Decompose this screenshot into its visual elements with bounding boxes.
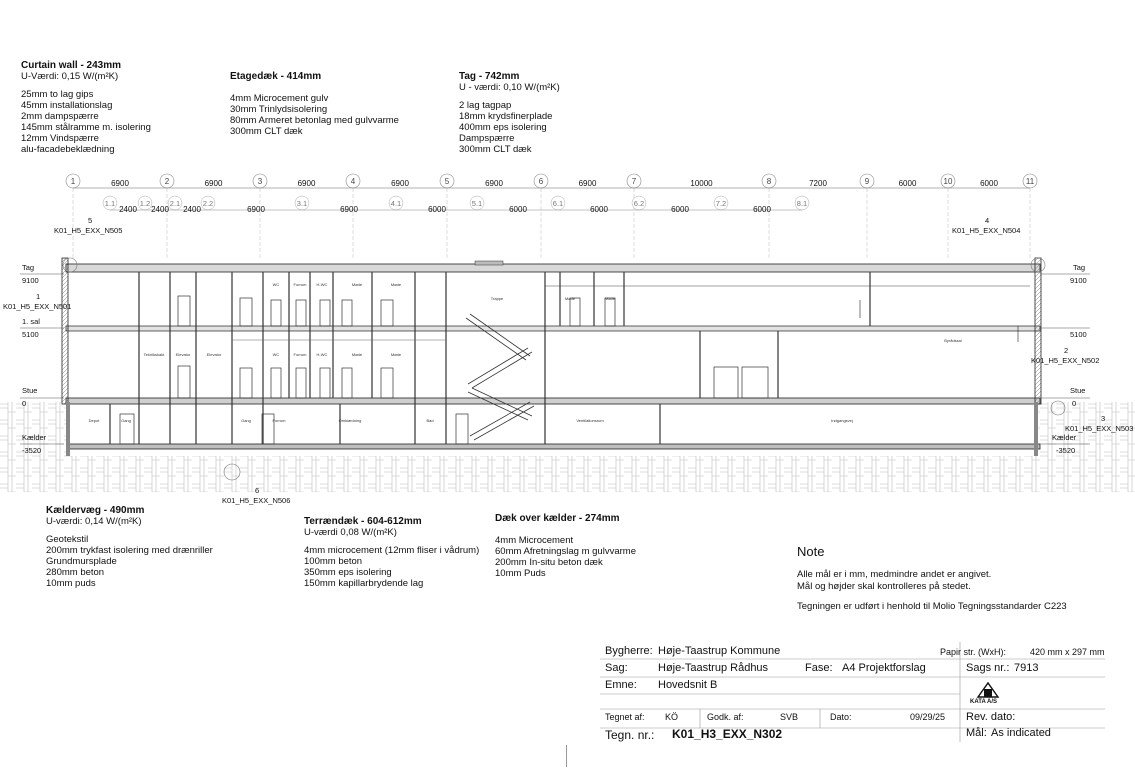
spec-terraendaek [304, 516, 479, 589]
grid-label: 9 [864, 177, 870, 186]
level-tag-value-left: 9100 [22, 276, 39, 285]
svg-text:Møde: Møde [390, 352, 402, 357]
level-tag-name-right: Tag [1073, 263, 1086, 272]
spec-title: Tag - 742mm [459, 71, 520, 82]
svg-text:Indgangsvej: Indgangsvej [831, 418, 853, 423]
spec-layer: Dampspærre [459, 133, 515, 144]
spec-layer: 12mm Vindspærre [21, 133, 99, 144]
tb-papir-label: Papir str. (WxH): [940, 647, 1007, 657]
grid-main [66, 174, 1037, 260]
level-stue-name-right: Stue [1070, 386, 1086, 395]
spec-layer: 280mm beton [46, 567, 105, 578]
spec-layer: 150mm kapillarbrydende lag [304, 578, 424, 589]
svg-text:Bad: Bad [426, 418, 434, 423]
grid-dimension: 6900 [204, 179, 223, 188]
spec-u-value: U - værdi: 0,10 W/(m²K) [459, 82, 560, 93]
svg-text:H-WC: H-WC [316, 352, 328, 357]
ref-2-num: 2 [1064, 346, 1069, 355]
grid-sub-label: 1.2 [139, 199, 151, 208]
grid-sub-label: 6.2 [633, 199, 645, 208]
spec-layer: 10mm puds [46, 578, 96, 589]
tb-revdato-label: Rev. dato: [966, 711, 1016, 723]
spec-layer: 145mm stålramme m. isolering [21, 122, 151, 133]
level-kaelder-name-right: Kælder [1052, 433, 1077, 442]
grid-sub-dimension: 6000 [509, 205, 527, 214]
svg-text:Møde: Møde [351, 282, 363, 287]
grid-dimension: 6900 [578, 179, 597, 188]
spec-layer: 45mm installationslag [21, 100, 113, 111]
grid-dimension: 6900 [391, 179, 409, 188]
grid-sub-label: 6.1 [552, 199, 564, 208]
tb-tegnnr: K01_H3_EXX_N302 [672, 727, 783, 741]
spec-layer: 300mm CLT dæk [459, 144, 532, 155]
tb-papir: 420 mm x 297 mm [1030, 647, 1105, 657]
grid-sub-label: 1.1 [104, 199, 116, 208]
floor-slab-1 [66, 326, 1040, 331]
basement-slab [68, 444, 1040, 449]
grid-dimension: 6000 [898, 179, 917, 188]
svg-text:Depot: Depot [88, 418, 100, 423]
spec-layer: 80mm Armeret betonlag med gulvvarme [230, 115, 399, 126]
grid-sub-dimension: 2400 [183, 205, 201, 214]
spec-layer: 2 lag tagpap [459, 100, 512, 111]
spec-curtain-wall [21, 60, 151, 155]
spec-layer: 4mm microcement (12mm fliser i vådrum) [304, 545, 480, 556]
grid-sub-dimension: 6000 [753, 205, 771, 214]
level-sal-value-right: 5100 [1070, 330, 1087, 339]
svg-text:Møde: Møde [564, 296, 576, 301]
grid-dimension: 10000 [690, 179, 713, 188]
level-kaelder-value-left: -3520 [22, 446, 42, 455]
grid-label: 4 [350, 177, 356, 186]
tb-tegnet-label: Tegnet af: [605, 712, 645, 722]
spec-layer: 100mm beton [304, 556, 363, 567]
tb-emne-label: Emne: [605, 679, 637, 691]
ref-4-code: K01_H5_EXX_N504 [952, 226, 1021, 235]
note-standard: Tegningen er udført i henhold til Molio Tegningsstandarder C223 [797, 601, 1067, 612]
tb-dato: 09/29/25 [910, 712, 946, 722]
grid-dimension: 7200 [809, 179, 827, 188]
level-kaelder-name-left: Kælder [22, 433, 47, 442]
svg-text:Elevator: Elevator [206, 352, 222, 357]
spec-layer: 30mm Trinlydsisolering [230, 104, 328, 115]
note-line: Mål og højder skal kontrolleres på stedet. [797, 581, 971, 592]
spec-title: Curtain wall - 243mm [21, 60, 122, 71]
tb-sagsnr: 7913 [1014, 662, 1039, 674]
basement-wall-left [66, 402, 70, 456]
section-drawing [0, 168, 1135, 510]
roof-parapet [475, 261, 503, 265]
tb-godk-label: Godk. af: [707, 712, 744, 722]
grid-label: 10 [943, 177, 953, 186]
grid-sub-dimension: 2400 [119, 205, 137, 214]
note-line: Alle mål er i mm, medmindre andet er angivet. [797, 569, 992, 580]
grid-sub-dimension: 6000 [428, 205, 446, 214]
company-name: KATA A/S [970, 699, 997, 705]
grid-sub [103, 196, 809, 214]
tb-fase-label: Fase: [805, 662, 833, 674]
tb-maal: As indicated [991, 727, 1051, 739]
tb-fase: A4 Projektforslag [842, 662, 926, 674]
grid-sub-label: 4.1 [390, 199, 402, 208]
ref-3-num: 3 [1101, 414, 1106, 423]
svg-text:Møde: Møde [604, 296, 616, 301]
spec-layer: 400mm eps isolering [459, 122, 547, 133]
svg-text:Møde: Møde [351, 352, 363, 357]
svg-text:H-WC: H-WC [316, 282, 328, 287]
company-logo-icon [975, 679, 1001, 699]
level-stue-name-left: Stue [22, 386, 38, 395]
spec-layer: 4mm Microcement gulv [230, 93, 329, 104]
level-sal-value-left: 5100 [22, 330, 39, 339]
grid-dimension: 6900 [111, 179, 129, 188]
spec-title: Terrændæk - 604-612mm [304, 516, 422, 527]
svg-text:Teknikskakt: Teknikskakt [143, 352, 165, 357]
svg-text:Forrum: Forrum [272, 418, 286, 423]
tb-bygherre-label: Bygherre: [605, 645, 653, 657]
svg-text:WC: WC [272, 352, 280, 357]
basement-wall-right [1034, 402, 1038, 456]
grid-label: 6 [538, 177, 544, 186]
spec-layer: 200mm In-situ beton dæk [495, 557, 603, 568]
spec-layer: 200mm trykfast isolering med drænriller [46, 545, 213, 556]
ref-6-num: 6 [255, 486, 260, 495]
ref-3-code: K01_H5_EXX_N503 [1065, 424, 1134, 433]
spec-title: Kældervæg - 490mm [46, 505, 145, 516]
roof-slab [66, 264, 1040, 272]
grid-sub-label: 7.2 [715, 199, 727, 208]
spec-title: Etagedæk - 414mm [230, 71, 322, 82]
tb-sag: Høje-Taastrup Rådhus [658, 662, 769, 674]
facade-left [62, 258, 68, 404]
note-title: Note [797, 544, 825, 559]
grid-label: 3 [257, 177, 263, 186]
svg-text:Forrum: Forrum [293, 352, 307, 357]
title-block [600, 642, 1105, 742]
spec-layer: 10mm Puds [495, 568, 546, 579]
ref-4-num: 4 [985, 216, 990, 225]
tb-emne: Hovedsnit B [658, 679, 718, 691]
tb-sag-label: Sag: [605, 662, 628, 674]
level-tag-value-right: 9100 [1070, 276, 1087, 285]
spec-layer: alu-facadebeklædning [21, 144, 115, 155]
tb-sagsnr-label: Sags nr.: [966, 662, 1010, 674]
svg-text:Ventilationsrum: Ventilationsrum [576, 418, 604, 423]
svg-text:Møde: Møde [390, 282, 402, 287]
spec-layer: Geotekstil [46, 534, 89, 545]
grid-sub-dimension: 6000 [590, 205, 608, 214]
ref-5-num: 5 [88, 216, 93, 225]
spec-u-value: U-Værdi: 0,15 W/(m²K) [21, 71, 119, 82]
grid-label: 8 [766, 177, 772, 186]
tb-bygherre: Høje-Taastrup Kommune [658, 645, 781, 657]
spec-u-value: U-værdi: 0,14 W/(m²K) [46, 516, 142, 527]
sheet-divider [566, 745, 567, 767]
grid-label: 2 [164, 177, 170, 186]
spec-layer: 18mm krydsfinerplade [459, 111, 553, 122]
spec-layer: 2mm dampspærre [21, 111, 99, 122]
tb-dato-label: Dato: [830, 712, 852, 722]
grid-sub-label: 5.1 [471, 199, 483, 208]
ground-floor-slab [66, 398, 1040, 404]
spec-etagedaek [230, 71, 399, 137]
grid-sub-dimension: 2400 [151, 205, 169, 214]
level-tag-name-left: Tag [22, 263, 35, 272]
ref-5-code: K01_H5_EXX_N505 [54, 226, 123, 235]
grid-sub-label: 2.2 [202, 199, 214, 208]
svg-text:Byrådssal: Byrådssal [944, 338, 962, 343]
svg-text:Gang: Gang [121, 418, 131, 423]
spec-tag [459, 71, 560, 155]
grid-label: 5 [444, 177, 450, 186]
spec-layer: 4mm Microcement [495, 535, 574, 546]
svg-text:Gang: Gang [241, 418, 251, 423]
tb-tegnnr-label: Tegn. nr.: [605, 728, 655, 742]
spec-layer: 350mm eps isolering [304, 567, 392, 578]
spec-layer: 300mm CLT dæk [230, 126, 303, 137]
level-stue-value-left: 0 [22, 399, 27, 408]
level-sal-name-left: 1. sal [22, 317, 40, 326]
spec-layer: 25mm to lag gips [21, 89, 94, 100]
level-kaelder-value-right: -3520 [1056, 446, 1076, 455]
ref-2-code: K01_H5_EXX_N502 [1031, 356, 1100, 365]
svg-text:Elevator: Elevator [175, 352, 191, 357]
grid-sub-dimension: 6900 [247, 205, 265, 214]
ref-1-num: 1 [36, 292, 41, 301]
dim-markers [860, 300, 1018, 342]
spec-u-value: U-værdi 0,08 W/(m²K) [304, 527, 397, 538]
tb-tegnet: KÖ [665, 712, 679, 722]
ref-1-code: K01_H5_EXX_N501 [3, 302, 72, 311]
spec-title: Dæk over kælder - 274mm [495, 513, 620, 524]
grid-sub-label: 8.1 [796, 199, 808, 208]
grid-label: 1 [70, 177, 76, 186]
facade-right [1035, 258, 1041, 404]
grid-sub-label: 3.1 [296, 199, 308, 208]
grid-sub-dimension: 6000 [671, 205, 689, 214]
grid-dimension: 6000 [980, 179, 998, 188]
grid-sub-dimension: 6900 [340, 205, 358, 214]
ref-6-code: K01_H5_EXX_N506 [222, 496, 291, 505]
grid-label: 11 [1025, 177, 1035, 186]
svg-text:Forrum: Forrum [293, 282, 307, 287]
grid-dimension: 6900 [297, 179, 316, 188]
svg-text:WC: WC [272, 282, 280, 287]
spec-daek-over-kaelder [495, 513, 636, 579]
note-block [797, 544, 1067, 613]
grid-sub-label: 2.1 [169, 199, 181, 208]
spec-layer: 60mm Afretningslag m gulvvarme [495, 546, 636, 557]
grid-label: 7 [631, 177, 637, 186]
spec-kaeldervaeg [46, 505, 213, 589]
svg-text:Omklædning: Omklædning [338, 418, 362, 423]
level-stue-value-right: 0 [1072, 399, 1077, 408]
tb-godk: SVB [780, 712, 799, 722]
svg-text:Trappe: Trappe [490, 296, 504, 301]
tb-maal-label: Mål: [966, 727, 987, 739]
grid-dimension: 6900 [485, 179, 503, 188]
spec-layer: Grundmursplade [46, 556, 117, 567]
